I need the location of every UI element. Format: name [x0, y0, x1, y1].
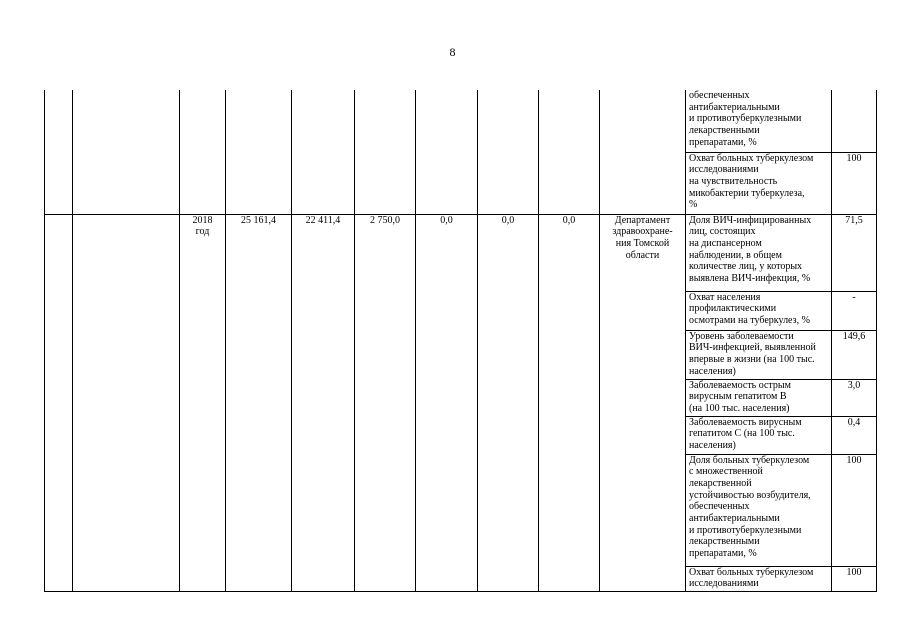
- indicator-value: 71,5: [832, 214, 877, 291]
- indicator-value: 100: [832, 152, 877, 214]
- indicator-value: 100: [832, 454, 877, 566]
- executor-cell: [600, 90, 686, 214]
- indicator-name: Охват больных туберкулезом исследованиями: [686, 566, 832, 591]
- indicator-value: 0,4: [832, 416, 877, 454]
- indicator-value: [832, 90, 877, 152]
- page-number: 8: [449, 45, 456, 59]
- indicator-name: Заболеваемость острым вирусным гепатитом В (на 100 тыс. населения): [686, 379, 832, 416]
- federal-cell: 22 411,4: [292, 214, 355, 591]
- program-table: [44, 90, 877, 592]
- executor-cell: Департамент здравоохране- ния Томской области: [600, 214, 686, 591]
- year-cell: [180, 90, 226, 214]
- indicator-name: Доля больных туберкулезом с множественной лекарственной устойчивостью возбудителя, обеспеченных антибактериальными и противотуберкулезными лекарственными препаратами, %: [686, 454, 832, 566]
- federal-cell: [292, 90, 355, 214]
- regional-cell: 2 750,0: [355, 214, 416, 591]
- number-cell: [45, 90, 73, 214]
- indicator-name: Уровень заболеваемости ВИЧ-инфекцией, выявленной впервые в жизни (на 100 тыс. населения): [686, 330, 832, 379]
- extra-cell: [478, 90, 539, 214]
- number-cell: [45, 214, 73, 591]
- year-cell: 2018 год: [180, 214, 226, 591]
- indicator-name: обеспеченных антибактериальными и противотуберкулезными лекарственными препаратами, %: [686, 90, 832, 152]
- regional-cell: [355, 90, 416, 214]
- indicator-name: Заболеваемость вирусным гепатитом С (на 100 тыс. населения): [686, 416, 832, 454]
- other-cell: 0,0: [539, 214, 600, 591]
- extra-cell: 0,0: [478, 214, 539, 591]
- indicator-value: -: [832, 291, 877, 330]
- measure-name-cell: [73, 90, 180, 214]
- indicator-name: Охват населения профилактическими осмотрами на туберкулез, %: [686, 291, 832, 330]
- indicator-value: 149,6: [832, 330, 877, 379]
- indicator-name: Доля ВИЧ-инфицированных лиц, состоящих на диспансерном наблюдении, в общем количестве лиц, у которых выявлена ВИЧ-инфекция, %: [686, 214, 832, 291]
- indicator-value: 3,0: [832, 379, 877, 416]
- total-cell: 25 161,4: [226, 214, 292, 591]
- indicator-value: 100: [832, 566, 877, 591]
- total-cell: [226, 90, 292, 214]
- measure-name-cell: [73, 214, 180, 591]
- local-cell: [416, 90, 478, 214]
- local-cell: 0,0: [416, 214, 478, 591]
- other-cell: [539, 90, 600, 214]
- indicator-name: Охват больных туберкулезом исследованиями на чувствительность микобактерии туберкулеза, %: [686, 152, 832, 214]
